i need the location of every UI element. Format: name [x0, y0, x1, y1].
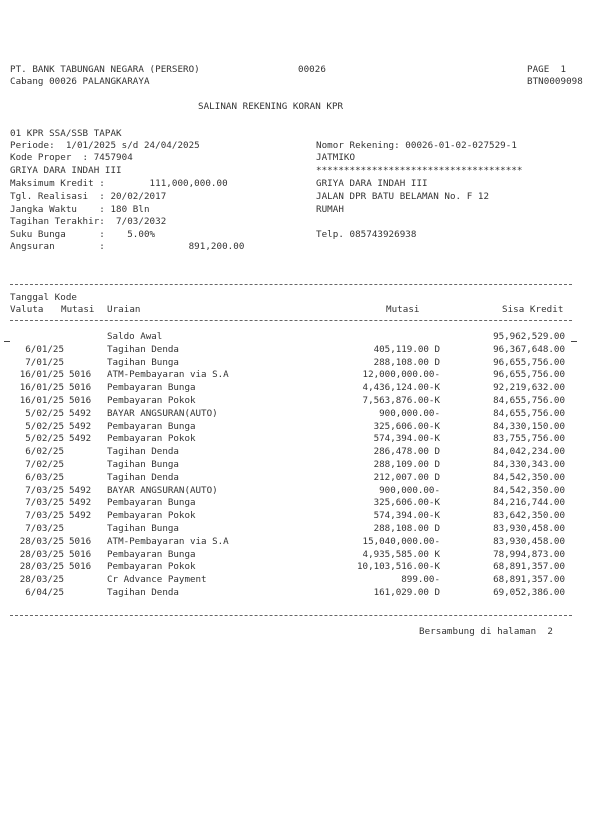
row-mutation: 288,108.00 D — [373, 356, 440, 368]
row-description: ATM-Pembayaran via S.A — [107, 369, 229, 381]
column-header-sisa-kredit: Sisa Kredit — [502, 304, 564, 315]
row-date: 7/03/25 — [25, 484, 64, 496]
row-description: BAYAR ANGSURAN(AUTO) — [107, 407, 218, 419]
realization-date: Tgl. Realisasi : 20/02/2017 — [10, 191, 167, 202]
row-code: 5492 — [69, 407, 92, 419]
branch-code: 00026 — [298, 64, 326, 75]
branch-name: Cabang 00026 PALANGKARAYA — [10, 76, 150, 87]
row-balance: 83,642,350.00 — [493, 510, 565, 522]
row-balance: 84,330,150.00 — [493, 420, 565, 432]
row-mutation: 15,040,000.00- — [362, 535, 440, 547]
row-date: 7/03/25 — [25, 523, 64, 534]
row-balance: 84,042,234.00 — [493, 446, 565, 458]
row-date: 6/01/25 — [25, 343, 64, 355]
column-header-uraian: Uraian — [107, 304, 141, 315]
row-balance: 96,367,648.00 — [493, 343, 565, 355]
row-mutation: 574,394.00-K — [373, 510, 440, 522]
table-row — [0, 485, 595, 497]
row-date: 28/03/25 — [19, 561, 64, 573]
row-mutation: 900,000.00- — [379, 484, 440, 496]
table-row — [0, 510, 595, 522]
row-description: Pembayaran Pokok — [107, 395, 196, 406]
table-row — [0, 446, 595, 458]
row-balance: 78,994,873.00 — [493, 548, 565, 560]
row-balance: 96,655,756.00 — [493, 369, 565, 381]
table-row — [0, 561, 595, 573]
table-row — [0, 549, 595, 561]
row-description: Tagihan Denda — [107, 471, 179, 483]
row-description: Pembayaran Bunga — [107, 420, 196, 432]
row-description: BAYAR ANGSURAN(AUTO) — [107, 484, 218, 496]
row-date: 28/03/25 — [19, 574, 64, 586]
row-balance: 84,655,756.00 — [493, 407, 565, 419]
row-balance: 84,542,350.00 — [493, 484, 565, 496]
continued-note: Bersambung di halaman 2 — [419, 626, 553, 637]
row-description: Pembayaran Bunga — [107, 497, 196, 509]
table-row — [0, 382, 595, 394]
customer-project: GRIYA DARA INDAH III — [316, 178, 428, 189]
row-code: 5016 — [69, 369, 92, 381]
row-balance: 84,655,756.00 — [493, 395, 565, 406]
row-mutation: 212,007.00 D — [373, 471, 440, 483]
row-mutation: 12,000,000.00- — [362, 369, 440, 381]
row-balance: 96,655,756.00 — [493, 356, 565, 368]
row-description: Tagihan Bunga — [107, 459, 179, 470]
row-balance: 69,052,386.00 — [493, 587, 565, 598]
row-mutation: 10,103,516.00-K — [357, 561, 440, 573]
installment: Angsuran : 891,200.00 — [10, 241, 245, 252]
row-date: 7/03/25 — [25, 497, 64, 509]
row-mutation: 161,029.00 D — [373, 587, 440, 598]
row-mutation: 286,478.00 D — [373, 446, 440, 458]
row-description: ATM-Pembayaran via S.A — [107, 535, 229, 547]
row-code: 5016 — [69, 535, 92, 547]
row-balance: 84,216,744.00 — [493, 497, 565, 509]
row-description: Tagihan Denda — [107, 587, 179, 598]
row-date: 7/02/25 — [25, 459, 64, 470]
row-date: 6/02/25 — [25, 446, 64, 458]
row-date: 16/01/25 — [19, 395, 64, 406]
row-code: 5492 — [69, 420, 92, 432]
row-date: 28/03/25 — [19, 535, 64, 547]
table-row — [0, 395, 595, 407]
customer-address: JALAN DPR BATU BELAMAN No. F 12 — [316, 191, 490, 202]
property-type: RUMAH — [316, 204, 344, 215]
row-code: 5492 — [69, 510, 92, 522]
table-row — [0, 523, 595, 535]
row-balance: 68,891,357.00 — [493, 561, 565, 573]
table-row — [0, 574, 595, 586]
row-date: 16/01/25 — [19, 369, 64, 381]
row-code: 5016 — [69, 395, 92, 406]
row-mutation: 4,935,585.00 K — [362, 548, 440, 560]
row-description: Tagihan Bunga — [107, 356, 179, 368]
table-row — [0, 357, 595, 369]
row-description: Pembayaran Pokok — [107, 433, 196, 445]
account-number: Nomor Rekening: 00026-01-02-027529-1 — [316, 140, 517, 151]
row-date: 28/03/25 — [19, 548, 64, 560]
table-row — [0, 497, 595, 509]
row-date: 6/04/25 — [25, 587, 64, 598]
row-code: 5016 — [69, 548, 92, 560]
row-code: 5492 — [69, 433, 92, 445]
row-mutation: 288,109.00 D — [373, 459, 440, 470]
column-header-tanggal-kode: Tanggal Kode — [10, 292, 77, 303]
row-mutation: 899.00- — [401, 574, 440, 586]
row-description: Saldo Awal — [107, 331, 163, 342]
table-row — [0, 421, 595, 433]
row-description: Tagihan Bunga — [107, 523, 179, 534]
project-name: GRIYA DARA INDAH III — [10, 165, 122, 176]
row-description: Pembayaran Bunga — [107, 548, 196, 560]
table-row — [0, 587, 595, 599]
row-date: 16/01/25 — [19, 382, 64, 394]
period: Periode: 1/01/2025 s/d 24/04/2025 — [10, 140, 200, 151]
row-description: Tagihan Denda — [107, 343, 179, 355]
row-code: 5016 — [69, 382, 92, 394]
row-mutation: 288,108.00 D — [373, 523, 440, 534]
row-mutation: 405,119.00 D — [373, 343, 440, 355]
document-code: BTN0009098 — [527, 76, 583, 87]
row-description: Pembayaran Pokok — [107, 510, 196, 522]
table-row — [0, 331, 595, 343]
row-mutation: 325,606.00-K — [373, 420, 440, 432]
row-balance: 83,755,756.00 — [493, 433, 565, 445]
bank-name: PT. BANK TABUNGAN NEGARA (PERSERO) — [10, 64, 200, 75]
row-code: 5016 — [69, 561, 92, 573]
document-title: SALINAN REKENING KORAN KPR — [198, 101, 344, 112]
separator-header — [10, 320, 572, 321]
row-date: 5/02/25 — [25, 420, 64, 432]
page-number: PAGE 1 — [527, 64, 567, 75]
row-date: 7/03/25 — [25, 510, 64, 522]
customer-phone: Telp. 085743926938 — [316, 229, 417, 240]
loan-term: Jangka Waktu : 180 Bln — [10, 204, 150, 215]
row-date: 7/01/25 — [25, 356, 64, 368]
table-row — [0, 536, 595, 548]
table-row — [0, 472, 595, 484]
masked-line: ************************************* — [316, 165, 523, 176]
row-mutation: 900,000.00- — [379, 407, 440, 419]
table-row — [0, 408, 595, 420]
row-balance: 83,930,458.00 — [493, 523, 565, 534]
row-description: Cr Advance Payment — [107, 574, 207, 586]
kode-proper: Kode Proper : 7457904 — [10, 152, 133, 163]
row-mutation: 325,606.00-K — [373, 497, 440, 509]
row-balance: 84,330,343.00 — [493, 459, 565, 470]
row-code: 5492 — [69, 497, 92, 509]
table-row — [0, 369, 595, 381]
row-balance: 95,962,529.00 — [493, 331, 565, 342]
row-date: 6/03/25 — [25, 471, 64, 483]
row-code: 5492 — [69, 484, 92, 496]
row-date: 5/02/25 — [25, 407, 64, 419]
row-mutation: 4,436,124.00-K — [362, 382, 440, 394]
separator-bottom — [10, 615, 572, 616]
row-balance: 83,930,458.00 — [493, 535, 565, 547]
row-mutation: 7,563,876.00-K — [362, 395, 440, 406]
table-row — [0, 459, 595, 471]
row-mutation: 574,394.00-K — [373, 433, 440, 445]
separator-top — [10, 284, 572, 285]
table-row — [0, 433, 595, 445]
row-date: 5/02/25 — [25, 433, 64, 445]
last-bill: Tagihan Terakhir: 7/03/2032 — [10, 216, 167, 227]
customer-name: JATMIKO — [316, 152, 356, 163]
row-description: Pembayaran Pokok — [107, 561, 196, 573]
product-name: 01 KPR SSA/SSB TAPAK — [10, 128, 122, 139]
column-header-valuta: Valuta — [10, 304, 44, 315]
row-description: Tagihan Denda — [107, 446, 179, 458]
row-balance: 92,219,632.00 — [493, 382, 565, 394]
column-header-mutasi-code: Mutasi — [61, 304, 95, 315]
row-balance: 84,542,350.00 — [493, 471, 565, 483]
row-description: Pembayaran Bunga — [107, 382, 196, 394]
row-balance: 68,891,357.00 — [493, 574, 565, 586]
maximum-credit: Maksimum Kredit : 111,000,000.00 — [10, 178, 228, 189]
column-header-mutasi: Mutasi — [386, 304, 420, 315]
table-row — [0, 344, 595, 356]
interest-rate: Suku Bunga : 5.00% — [10, 229, 156, 240]
